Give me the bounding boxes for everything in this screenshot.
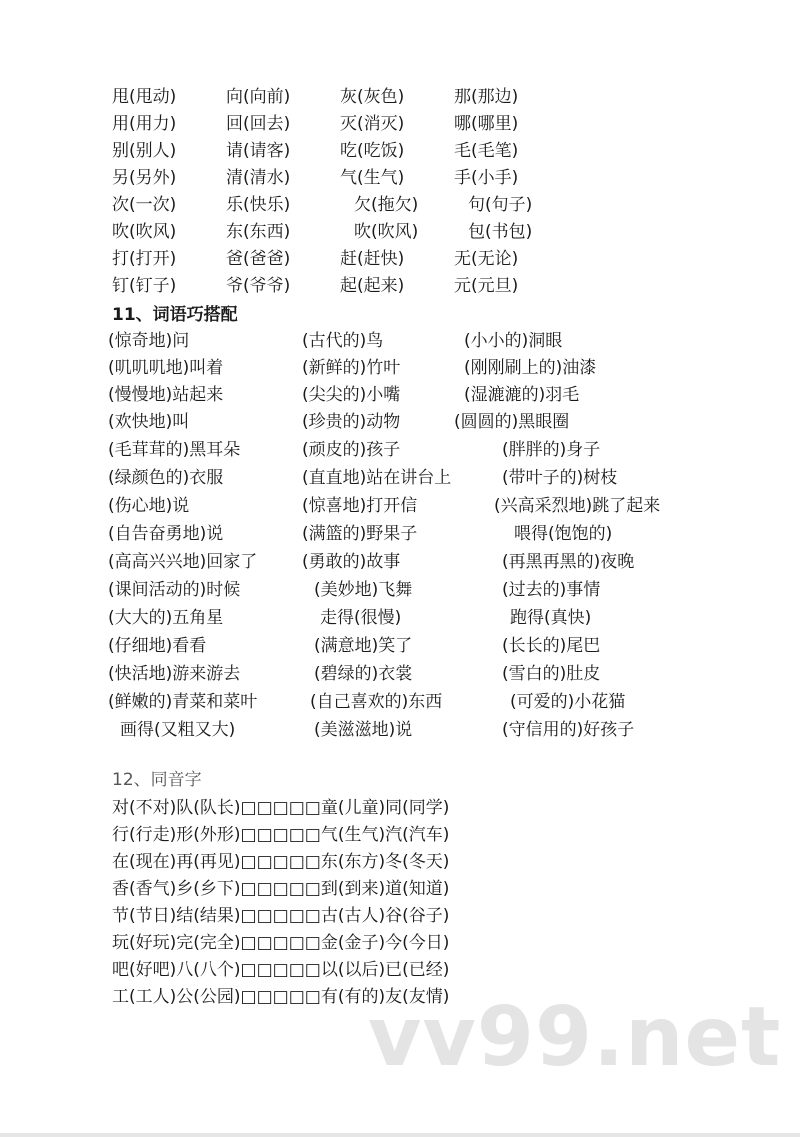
phrase-cell: (顽皮的)孩子 bbox=[302, 440, 401, 460]
phrase-cell: (带叶子的)树枝 bbox=[502, 468, 618, 488]
table-row bbox=[108, 577, 728, 604]
section-number: 11、 bbox=[112, 305, 153, 325]
word-cell: 起(起来) bbox=[340, 276, 405, 296]
phrase-cell: (刚刚刷上的)油漆 bbox=[464, 358, 597, 378]
table-row bbox=[108, 661, 728, 688]
word-cell: 另(另外) bbox=[112, 168, 177, 188]
phrase-cell: (雪白的)肚皮 bbox=[502, 664, 601, 684]
table-row bbox=[108, 689, 728, 716]
section-11-heading bbox=[112, 303, 238, 327]
phrase-cell: (自告奋勇地)说 bbox=[108, 524, 224, 544]
word-cell: 欠(拖欠) bbox=[354, 195, 419, 215]
phrase-cell: (毛茸茸的)黑耳朵 bbox=[108, 440, 241, 460]
table-row bbox=[108, 493, 728, 520]
phrase-cell: (守信用的)好孩子 bbox=[502, 720, 635, 740]
word-cell: 气(生气) bbox=[340, 168, 405, 188]
phrase-cell: (新鲜的)竹叶 bbox=[302, 358, 401, 378]
word-cell: 包(书包) bbox=[468, 222, 533, 242]
phrase-cell: (直直地)站在讲台上 bbox=[302, 468, 452, 488]
phrase-cell: (勇敢的)故事 bbox=[302, 552, 401, 572]
table-row bbox=[112, 165, 712, 192]
word-cell: 吹(吹风) bbox=[112, 222, 177, 242]
table-row bbox=[112, 84, 712, 111]
list-item: 香(香气)乡(乡下)□□□□□到(到来)道(知道) bbox=[112, 879, 450, 899]
phrase-cell: 跑得(真快) bbox=[510, 608, 592, 628]
phrase-cell: (可爱的)小花猫 bbox=[510, 692, 626, 712]
phrase-cell: (过去的)事情 bbox=[502, 580, 601, 600]
phrase-cell: (胖胖的)身子 bbox=[502, 440, 601, 460]
phrase-cell: (叽叽叽地)叫着 bbox=[108, 358, 224, 378]
table-row bbox=[108, 355, 728, 382]
word-cell: 哪(哪里) bbox=[454, 114, 519, 134]
word-cell: 灭(消灭) bbox=[340, 114, 405, 134]
phrase-cell: (长长的)尾巴 bbox=[502, 636, 601, 656]
phrase-cell: (满意地)笑了 bbox=[314, 636, 413, 656]
table-row bbox=[108, 717, 728, 744]
word-cell: 钉(钉子) bbox=[112, 276, 177, 296]
table-row bbox=[112, 246, 712, 273]
word-cell: 次(一次) bbox=[112, 195, 177, 215]
table-row bbox=[112, 273, 712, 300]
phrase-cell: (欢快地)叫 bbox=[108, 412, 190, 432]
phrase-cell: (再黑再黑的)夜晚 bbox=[502, 552, 635, 572]
phrase-cell: (鲜嫩的)青菜和菜叶 bbox=[108, 692, 258, 712]
phrase-cell: (大大的)五角星 bbox=[108, 608, 224, 628]
phrase-cell: (满篮的)野果子 bbox=[302, 524, 418, 544]
list-item: 工(工人)公(公园)□□□□□有(有的)友(友情) bbox=[112, 987, 450, 1007]
phrase-cell: (尖尖的)小嘴 bbox=[302, 385, 401, 405]
page-edge-divider bbox=[0, 1133, 800, 1137]
word-cell: 向(向前) bbox=[226, 87, 291, 107]
phrase-cell: (珍贵的)动物 bbox=[302, 412, 401, 432]
word-cell: 别(别人) bbox=[112, 141, 177, 161]
word-cell: 打(打开) bbox=[112, 249, 177, 269]
table-row bbox=[108, 409, 728, 436]
section-title: 词语巧搭配 bbox=[152, 305, 238, 325]
word-cell: 用(用力) bbox=[112, 114, 177, 134]
phrase-cell: (小小的)洞眼 bbox=[464, 331, 563, 351]
phrase-cell: (美妙地)飞舞 bbox=[314, 580, 413, 600]
phrase-cell: (自己喜欢的)东西 bbox=[310, 692, 443, 712]
phrase-cell: (绿颜色的)衣服 bbox=[108, 468, 224, 488]
word-cell: 灰(灰色) bbox=[340, 87, 405, 107]
table-row bbox=[112, 138, 712, 165]
phrase-cell: (圆圆的)黑眼圈 bbox=[454, 412, 570, 432]
word-cell: 无(无论) bbox=[454, 249, 519, 269]
word-cell: 毛(毛笔) bbox=[454, 141, 519, 161]
word-cell: 手(小手) bbox=[454, 168, 519, 188]
phrase-cell: (惊喜地)打开信 bbox=[302, 496, 418, 516]
list-item: 节(节日)结(结果)□□□□□古(古人)谷(谷子) bbox=[112, 906, 450, 926]
word-cell: 元(元旦) bbox=[454, 276, 519, 296]
word-cell: 爷(爷爷) bbox=[226, 276, 291, 296]
word-cell: 东(东西) bbox=[226, 222, 291, 242]
phrase-cell: 喂得(饱饱的) bbox=[514, 524, 613, 544]
phrase-cell: (碧绿的)衣裳 bbox=[314, 664, 413, 684]
word-cell: 赶(赶快) bbox=[340, 249, 405, 269]
phrase-cell: 走得(很慢) bbox=[320, 608, 402, 628]
section-12-heading: 12、同音字 bbox=[112, 770, 202, 790]
list-item: 玩(好玩)完(完全)□□□□□金(金子)今(今日) bbox=[112, 933, 450, 953]
phrase-cell: (高高兴兴地)回家了 bbox=[108, 552, 258, 572]
watermark: vv99.net bbox=[368, 990, 782, 1085]
table-row bbox=[108, 382, 728, 409]
list-item: 吧(好吧)八(八个)□□□□□以(以后)已(已经) bbox=[112, 960, 450, 980]
word-cell: 请(请客) bbox=[226, 141, 291, 161]
phrase-cell: (课间活动的)时候 bbox=[108, 580, 241, 600]
table-row bbox=[108, 437, 728, 464]
table-row bbox=[112, 111, 712, 138]
word-cell: 吃(吃饭) bbox=[340, 141, 405, 161]
word-cell: 爸(爸爸) bbox=[226, 249, 291, 269]
phrase-cell: (慢慢地)站起来 bbox=[108, 385, 224, 405]
table-row bbox=[108, 328, 728, 355]
word-cell: 乐(快乐) bbox=[226, 195, 291, 215]
list-item: 在(现在)再(再见)□□□□□东(东方)冬(冬天) bbox=[112, 852, 450, 872]
table-row bbox=[108, 605, 728, 632]
phrase-cell: (美滋滋地)说 bbox=[314, 720, 413, 740]
list-item: 对(不对)队(队长)□□□□□童(儿童)同(同学) bbox=[112, 798, 450, 818]
phrase-cell: (惊奇地)问 bbox=[108, 331, 190, 351]
phrase-cell: (仔细地)看看 bbox=[108, 636, 207, 656]
phrase-cell: (快活地)游来游去 bbox=[108, 664, 241, 684]
word-cell: 清(清水) bbox=[226, 168, 291, 188]
phrase-cell: (湿漉漉的)羽毛 bbox=[464, 385, 580, 405]
table-row bbox=[108, 549, 728, 576]
table-row bbox=[112, 219, 712, 246]
word-cell: 回(回去) bbox=[226, 114, 291, 134]
table-row bbox=[112, 192, 712, 219]
word-cell: 吹(吹风) bbox=[354, 222, 419, 242]
table-row bbox=[108, 521, 728, 548]
word-cell: 那(那边) bbox=[454, 87, 519, 107]
table-row bbox=[108, 465, 728, 492]
phrase-cell: (伤心地)说 bbox=[108, 496, 190, 516]
word-cell: 甩(甩动) bbox=[112, 87, 177, 107]
table-row bbox=[108, 633, 728, 660]
phrase-cell: 画得(又粗又大) bbox=[120, 720, 236, 740]
phrase-cell: (兴高采烈地)跳了起来 bbox=[494, 496, 661, 516]
phrase-cell: (古代的)鸟 bbox=[302, 331, 384, 351]
word-cell: 句(句子) bbox=[468, 195, 533, 215]
list-item: 行(行走)形(外形)□□□□□气(生气)汽(汽车) bbox=[112, 825, 450, 845]
